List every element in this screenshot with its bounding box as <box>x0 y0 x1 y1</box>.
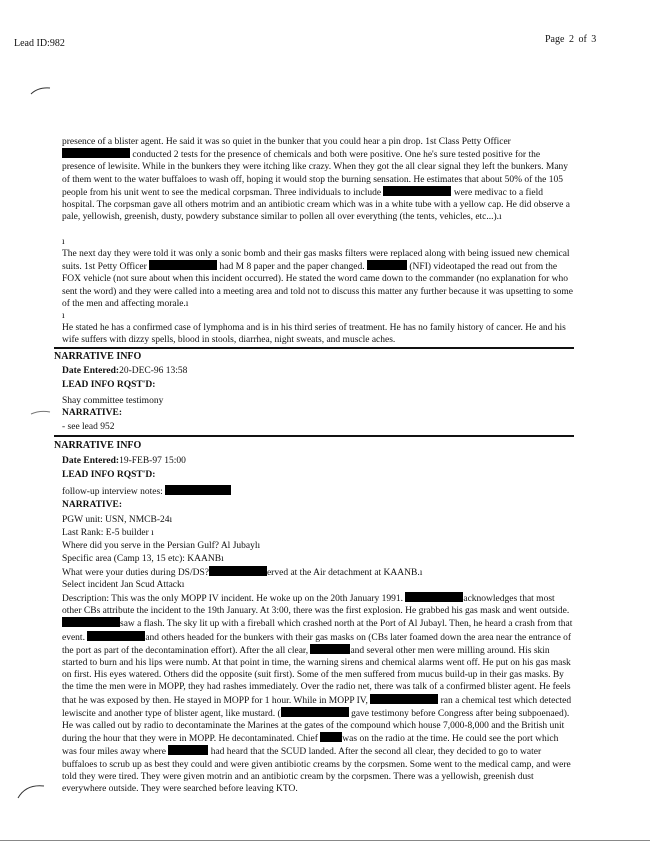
continued-paragraph-3: He stated he has a confirmed case of lymphoma and is in his third series of treatment. He has no family history of cancer. He and his wife suffers with dizzy spells, blood in stools, diarrhea, night sweats, and muscle aches. <box>62 323 566 346</box>
entry2-location: Where did you serve in the Persian Gulf? Al Jubaylı <box>62 541 261 551</box>
entry1-lead-value: Shay committee testimony <box>62 396 164 406</box>
redaction <box>383 186 451 196</box>
redaction <box>168 745 208 755</box>
section-divider <box>54 435 574 437</box>
redaction <box>320 732 342 742</box>
section-divider <box>54 347 574 349</box>
redaction <box>405 592 463 602</box>
redaction <box>165 485 231 495</box>
entry2-rank: Last Rank: E-5 builder ı <box>62 528 154 538</box>
separator-mark: ı <box>62 237 65 247</box>
page-number: Page 2 of 3 <box>545 34 597 45</box>
entry1-lead-label: LEAD INFO RQST'D: <box>62 380 156 390</box>
separator-mark: ı <box>62 311 65 321</box>
redaction <box>209 566 267 576</box>
bottom-border <box>0 840 650 841</box>
redaction <box>62 148 130 158</box>
redaction <box>281 707 349 717</box>
continued-paragraph-1: presence of a blister agent. He said it was so quiet in the bunker that you could hear a pin drop. 1st Class Petty Officer conducted 2 tests for the presence of chemicals and both were positive. One he's sure tested positive for the presence of lewisite. While in the bunkers they were itching like crazy. When they got the all clear signal they left the bunkers. Many of them went to the water buffaloes to wash off, hoping it would stop the burning sensation. He estimates that about 50% of the 105 people from his unit went to see the medical corpsman. Three individuals to include were medivac to a field hospital. The corpsman gave all others motrim and an antibiotic cream which was in a white tube with a yellow cap. He did observe a pale, yellowish, greenish, dusty, powdery substance similar to pollen all over everything (the tents, vehicles, etc...).ı <box>62 137 570 223</box>
redaction <box>62 617 120 627</box>
entry2-date: Date Entered:19-FEB-97 15:00 <box>62 456 186 466</box>
margin-mark <box>30 86 52 100</box>
margin-mark <box>16 782 46 804</box>
lead-id: Lead ID:982 <box>14 38 65 49</box>
entry1-date: Date Entered:20-DEC-96 13:58 <box>62 366 188 376</box>
redaction <box>367 260 407 270</box>
entry2-title: NARRATIVE INFO <box>54 440 142 451</box>
entry1-narrative-value: - see lead 952 <box>62 422 115 432</box>
redaction <box>370 694 438 704</box>
entry2-incident: Select incident Jan Scud Attackı <box>62 580 185 590</box>
redaction <box>149 260 217 270</box>
entry2-unit: PGW unit: USN, NMCB-24ı <box>62 515 173 525</box>
continued-paragraph-2: The next day they were told it was only a sonic bomb and their gas masks filters were replaced along with being issued new chemical suits. 1st Petty Officer had M 8 paper and the paper changed. (NFI) videotaped the read out from the FOX vehicle (not sure about when this incident occurred). He stated the word came down to the commander (no explanation for who sent the word) and they were called into a meeting area and told not to discuss this matter any further because it was upsetting to some of the men and affecting morale.ı <box>62 249 574 309</box>
entry2-area: Specific area (Camp 13, 15 etc): KAANBı <box>62 554 224 564</box>
entry2-lead-value: follow-up interview notes: <box>62 485 231 498</box>
entry2-lead-label: LEAD INFO RQST'D: <box>62 470 156 480</box>
entry2-narrative-label: NARRATIVE: <box>62 500 122 510</box>
redaction <box>87 631 145 641</box>
entry1-title: NARRATIVE INFO <box>54 351 142 362</box>
margin-mark <box>30 408 52 420</box>
redaction <box>310 644 350 654</box>
entry2-duties: What were your duties during DS/DS? erved at the Air detachment at KAANB.ı <box>62 568 423 578</box>
entry2-description: Description: This was the only MOPP IV incident. He woke up on the 20th January 1991. acknowledges that most other CBs attribute the incident to the 19th January. At 3:00, there was the first explosion. He grabbed his gas mask and went outside. saw a flash. The sky lit up with a fireball which crashed north at the Port of Al Jubayl. Then, he heard a crash from that event. and others headed for the bunkers with their gas masks on (CBs later foamed down the area near the entrance of the port as part of the decontamination effort). After the all clear, and several other men were milling around. His skin started to burn and his lips were numb. At that point in time, the warning sirens and chemical alarms went off. He put on his gas mask on first. His eyes watered. Others did the opposite (suit first). Some of the men suffered from mucus build-up in their gas masks. By the time the men were in MOPP, they had rashes immediately. Over the radio net, there was talk of a confirmed blister agent. He feels that he was exposed by then. He stayed in MOPP for 1 hour. While in MOPP IV, ran a chemical test which detected lewiscite and another type of blister agent, like mustard. ( gave testimony before Congress after being subpoenaed). He was called out by radio to decontaminate the Marines at the gates of the compound which house 7,000-8,000 and the British unit during the hour that they were in MOPP. He decontaminated. Chief was on the radio at the time. He could see the port which was four miles away where had heard that the SCUD landed. After the second all clear, they decided to go to water buffaloes to scrub up as best they could and were given antibiotic creams by the corpsmen. Some went to the medical camp, and were told they were tired. They were given motrin and an antibiotic cream by the corpsmen. There was a yellowish, greenish dust everywhere outside. They were searched before leaving KTO. <box>62 594 573 795</box>
entry1-narrative-label: NARRATIVE: <box>62 408 122 418</box>
